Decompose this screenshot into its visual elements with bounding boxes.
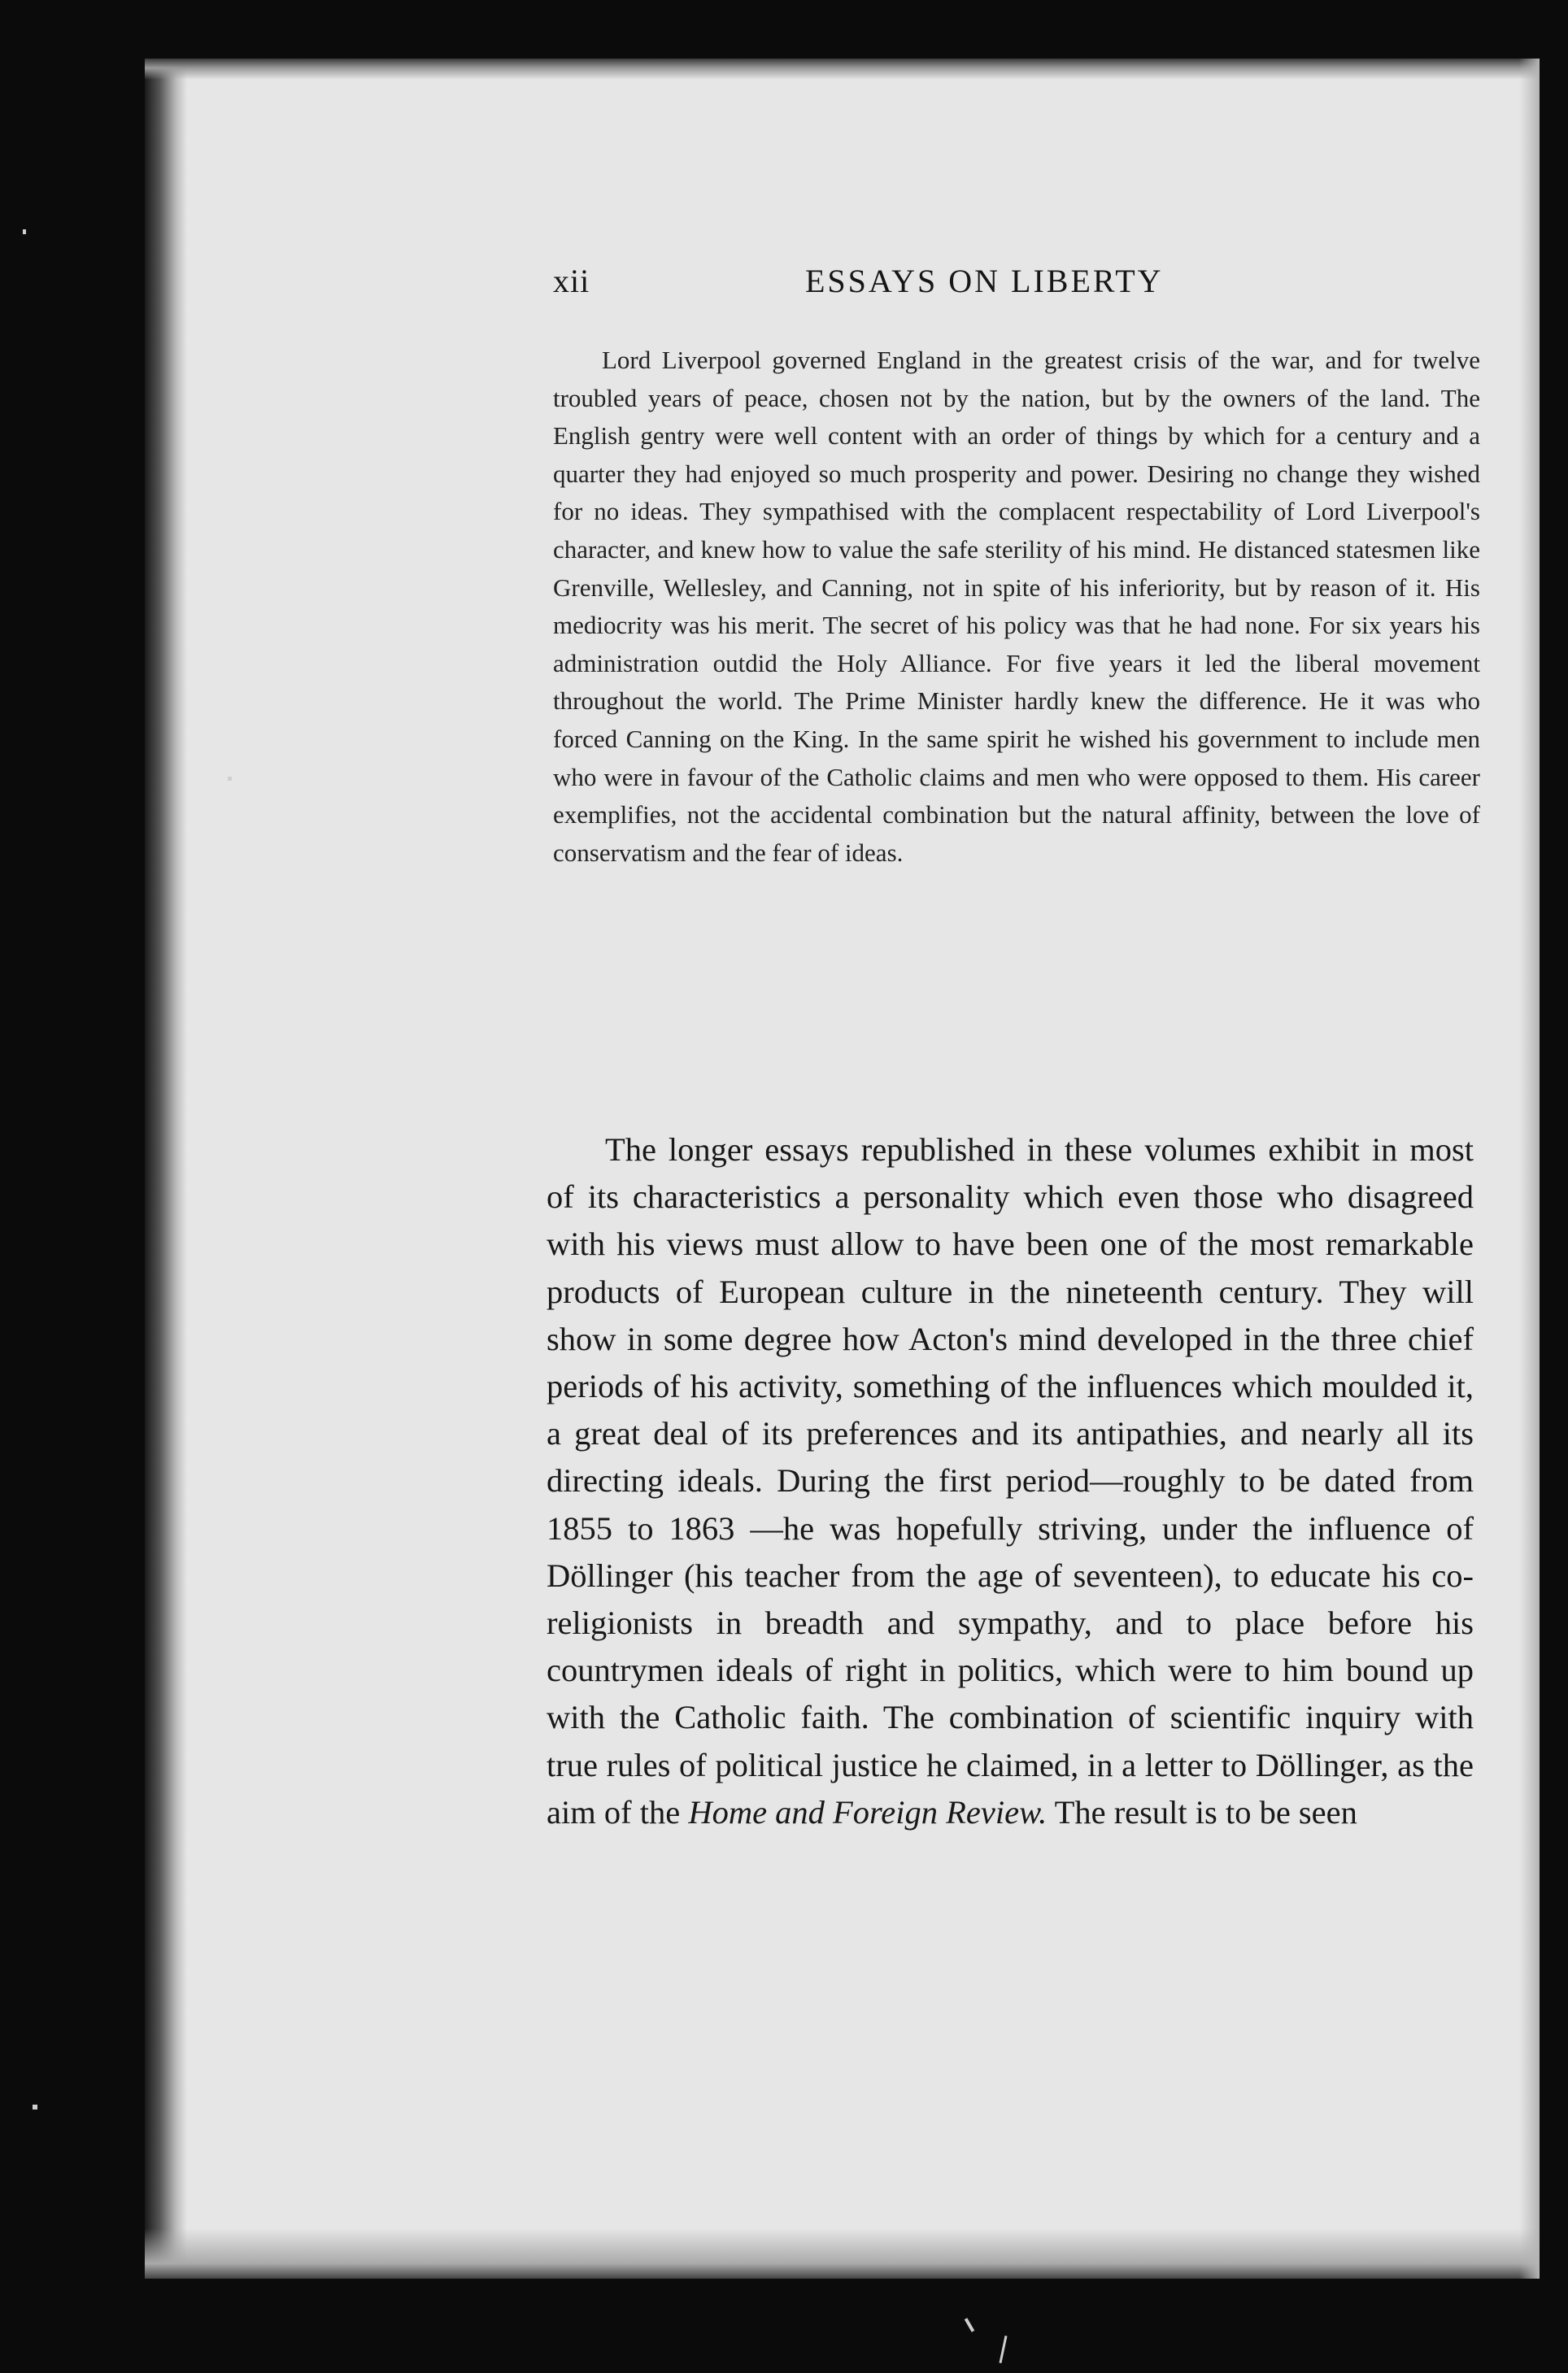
right-edge-shadow bbox=[1519, 59, 1540, 2279]
paragraph-text: The longer essays republished in these volumes exhibit in most of its characteristics a personality which even those who disagreed with his views must allow to have been one of the most remarkable products of European culture in the nineteenth century. They will show in some degree how Acton's mind developed in the three chief periods of his activity, something of the influences which moulded it, a great deal of its preferences and its antipathies, and nearly all its directing ideals. During the first period—roughly to be dated from 1855 to 1863 —he was hopefully striving, under the influence of Döllinger (his teacher from the age of seventeen), to educate his co-religionists in breadth and sympathy, and to place before his countrymen ideals of right in politics, which were to him bound up with the Catholic faith. The combination of scientific inquiry with true rules of political justice he claimed, in a letter to Döllinger, as the aim of the bbox=[547, 1131, 1474, 1831]
spine-shadow bbox=[145, 59, 187, 2279]
body-paragraph bbox=[547, 1126, 1474, 1836]
page-number: xii bbox=[553, 263, 590, 299]
running-title: ESSAYS ON LIBERTY bbox=[805, 263, 1164, 299]
scan-speck bbox=[23, 229, 26, 234]
journal-title: Home and Foreign Review. bbox=[688, 1793, 1048, 1831]
scan-speck bbox=[999, 2336, 1007, 2363]
top-edge-shadow bbox=[145, 59, 1540, 80]
page-header bbox=[553, 262, 1488, 311]
scan-speck bbox=[965, 2318, 974, 2332]
bottom-edge-shadow bbox=[145, 2228, 1540, 2279]
paragraph-text-continued: The result is to be seen bbox=[1054, 1793, 1357, 1831]
block-quotation: Lord Liverpool governed England in the greatest crisis of the war, and for twelve troubled years of peace, chosen not by the nation, but by the owners of the land. The English gentry were well content with an order of things by which for a century and a quarter they had enjoyed so much prosperity and power. Desiring no change they wished for no ideas. They sympathised with the complacent respectability of Lord Liverpool's character, and knew how to value the safe sterility of his mind. He distanced statesmen like Grenville, Wellesley, and Canning, not in spite of his inferiority, but by reason of it. His mediocrity was his merit. The secret of his policy was that he had none. For six years his administration outdid the Holy Alliance. For five years it led the liberal movement throughout the world. The Prime Minister hardly knew the difference. He it was who forced Canning on the King. In the same spirit he wished his government to include men who were in favour of the Catholic claims and men who were opposed to them. His career exemplifies, not the accidental combination but the natural affinity, between the love of conservatism and the fear of ideas. bbox=[553, 346, 1480, 867]
scan-speck bbox=[33, 2105, 37, 2110]
scan-speck bbox=[228, 777, 232, 781]
